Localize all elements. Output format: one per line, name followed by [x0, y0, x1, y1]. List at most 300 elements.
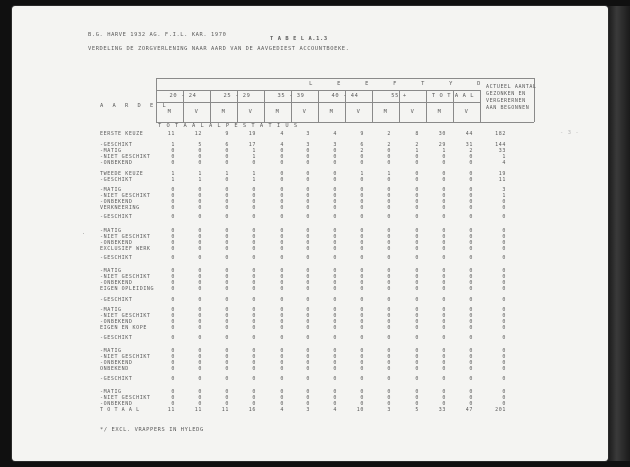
table-cell: 0 — [171, 193, 175, 199]
table-cell: 0 — [280, 246, 284, 252]
table-cell: 0 — [306, 313, 310, 319]
table-cell: 0 — [306, 335, 310, 341]
row-label: -NIET GESCHIKT — [100, 234, 151, 240]
table-cell: 0 — [198, 354, 202, 360]
table-cell: 0 — [387, 177, 391, 183]
table-cell: 1 — [502, 154, 506, 160]
table-cell: 0 — [387, 319, 391, 325]
table-cell: 0 — [387, 389, 391, 395]
table-cell: 0 — [225, 360, 229, 366]
table-cell: 0 — [306, 240, 310, 246]
table-cell: 0 — [333, 280, 337, 286]
table-cell: 44 — [465, 131, 473, 137]
table-cell: 0 — [502, 240, 506, 246]
table-cell: 0 — [252, 325, 256, 331]
margin-page-mark: - 3 - — [560, 130, 580, 136]
table-cell: 0 — [280, 395, 284, 401]
table-cell: 0 — [415, 228, 419, 234]
table-cell: 0 — [171, 234, 175, 240]
table-cell: 0 — [280, 319, 284, 325]
table-cell: 0 — [469, 187, 473, 193]
table-cell: 0 — [387, 154, 391, 160]
table-cell: 0 — [225, 286, 229, 292]
table-cell: 6 — [225, 142, 229, 148]
table-cell: 0 — [387, 354, 391, 360]
table-cell: 0 — [415, 177, 419, 183]
table-cell: 0 — [360, 193, 364, 199]
table-cell: 0 — [198, 228, 202, 234]
row-label: -ONBEKEND — [100, 160, 133, 166]
table-cell: 0 — [252, 228, 256, 234]
table-cell: 0 — [306, 228, 310, 234]
table-cell: 10 — [356, 407, 364, 413]
table-cell: 0 — [280, 376, 284, 382]
table-cell: 0 — [360, 205, 364, 211]
footnote: */ EXCL. VRAPPERS IN HYLEDG — [100, 427, 204, 433]
row-label: EERSTE KEUZE — [100, 131, 144, 137]
table-cell: 0 — [306, 395, 310, 401]
table-cell: 0 — [502, 214, 506, 220]
table-cell: 19 — [248, 131, 256, 137]
table-cell: 0 — [415, 255, 419, 261]
table-cell: 0 — [387, 148, 391, 154]
row-label: EXCLUSIEF WERK — [100, 246, 151, 252]
table-cell: 0 — [225, 325, 229, 331]
table-cell: 0 — [252, 307, 256, 313]
table-cell: 0 — [225, 255, 229, 261]
table-cell: 0 — [280, 313, 284, 319]
table-cell: 0 — [442, 335, 446, 341]
row-label: -NIET GESCHIKT — [100, 354, 151, 360]
table-cell: 0 — [198, 401, 202, 407]
table-cell: 0 — [252, 401, 256, 407]
table-cell: 0 — [333, 274, 337, 280]
table-cell: 0 — [198, 214, 202, 220]
table-cell: 0 — [306, 171, 310, 177]
table-cell: 0 — [333, 171, 337, 177]
table-cell: 16 — [248, 407, 256, 413]
table-cell: 0 — [415, 246, 419, 252]
sex-subheader: M — [221, 109, 226, 115]
table-cell: 0 — [442, 307, 446, 313]
table-cell: 30 — [438, 131, 446, 137]
table-cell: 0 — [306, 234, 310, 240]
table-cell: 0 — [252, 297, 256, 303]
table-cell: 1 — [252, 154, 256, 160]
table-cell: 0 — [225, 389, 229, 395]
table-cell: 0 — [333, 348, 337, 354]
table-cell: 0 — [469, 376, 473, 382]
table-cell: 0 — [171, 354, 175, 360]
table-cell: 0 — [387, 187, 391, 193]
table-cell: 0 — [198, 193, 202, 199]
table-cell: 0 — [280, 280, 284, 286]
table-cell: 0 — [442, 205, 446, 211]
table-cell: 0 — [280, 366, 284, 372]
table-cell: 0 — [252, 360, 256, 366]
age-group-header: 20 - 24 — [169, 93, 197, 99]
table-cell: 0 — [387, 401, 391, 407]
sex-subheader: M — [437, 109, 442, 115]
table-cell: 0 — [225, 148, 229, 154]
table-cell: 0 — [415, 187, 419, 193]
table-cell: 0 — [225, 214, 229, 220]
table-cell: 0 — [333, 199, 337, 205]
table-cell: 0 — [360, 240, 364, 246]
table-cell: 1 — [360, 171, 364, 177]
table-cell: 0 — [171, 214, 175, 220]
row-label: -NIET GESCHIKT — [100, 395, 151, 401]
table-cell: 19 — [498, 171, 506, 177]
table-cell: 11 — [498, 177, 506, 183]
table-cell: 3 — [502, 187, 506, 193]
table-cell: 0 — [469, 193, 473, 199]
table-cell: 47 — [465, 407, 473, 413]
table-cell: 0 — [171, 160, 175, 166]
top-letter: F — [393, 81, 397, 87]
table-cell: 0 — [387, 199, 391, 205]
table-cell: 0 — [333, 389, 337, 395]
table-cell: 0 — [333, 234, 337, 240]
table-cell: 1 — [502, 193, 506, 199]
table-cell: 0 — [252, 348, 256, 354]
sex-subheader: V — [464, 109, 469, 115]
row-label: ONBEKEND — [100, 366, 129, 372]
table-cell: 0 — [502, 199, 506, 205]
table-cell: 4 — [280, 131, 284, 137]
table-cell: 0 — [442, 395, 446, 401]
table-cell: 0 — [198, 255, 202, 261]
table-cell: 0 — [333, 297, 337, 303]
table-cell: 0 — [280, 401, 284, 407]
table-cell: 0 — [280, 307, 284, 313]
table-cell: 0 — [252, 246, 256, 252]
table-cell: 0 — [252, 319, 256, 325]
table-cell: 0 — [387, 297, 391, 303]
table-cell: 0 — [333, 205, 337, 211]
actual-count-header-line: VERGERERNEN — [486, 98, 526, 104]
table-cell: 0 — [306, 286, 310, 292]
table-cell: 0 — [306, 376, 310, 382]
table-cell: 0 — [469, 389, 473, 395]
table-cell: 0 — [171, 389, 175, 395]
table-cell: 0 — [306, 193, 310, 199]
table-cell: 0 — [469, 268, 473, 274]
table-cell: 0 — [225, 240, 229, 246]
table-cell: 0 — [171, 154, 175, 160]
table-cell: 4 — [280, 407, 284, 413]
table-cell: 2 — [387, 131, 391, 137]
table-cell: 0 — [442, 268, 446, 274]
table-cell: 0 — [502, 389, 506, 395]
table-cell: 0 — [469, 199, 473, 205]
table-cell: 0 — [387, 395, 391, 401]
table-cell: 1 — [442, 148, 446, 154]
table-cell: 1 — [198, 177, 202, 183]
row-label: -GESCHIKT — [100, 142, 133, 148]
table-cell: 0 — [387, 240, 391, 246]
table-cell: 0 — [387, 313, 391, 319]
table-cell: 0 — [387, 205, 391, 211]
table-cell: 0 — [198, 325, 202, 331]
table-cell: 0 — [171, 307, 175, 313]
top-letter: L — [309, 81, 313, 87]
table-cell: 0 — [502, 319, 506, 325]
table-cell: 0 — [469, 297, 473, 303]
table-cell: 0 — [502, 307, 506, 313]
section-label: T O T A A L A L P E S T A T I U S — [158, 123, 299, 129]
sex-subheader: V — [356, 109, 361, 115]
table-reference: T A B E L A.1.3 — [270, 36, 328, 42]
sex-subheader: M — [275, 109, 280, 115]
table-cell: 1 — [171, 177, 175, 183]
table-cell: 0 — [306, 205, 310, 211]
row-label: -MATIG — [100, 148, 122, 154]
row-label: EIGEN EN KOPE — [100, 325, 147, 331]
row-label: -GESCHIKT — [100, 177, 133, 183]
table-cell: 0 — [280, 286, 284, 292]
table-cell: 0 — [442, 246, 446, 252]
table-cell: 9 — [360, 131, 364, 137]
table-cell: 0 — [171, 348, 175, 354]
table-cell: 0 — [360, 280, 364, 286]
table-cell: 0 — [280, 255, 284, 261]
row-label: T O T A A L — [100, 407, 140, 413]
table-cell: 0 — [252, 187, 256, 193]
table-cell: 0 — [415, 307, 419, 313]
table-cell: 0 — [333, 376, 337, 382]
table-cell: 0 — [415, 395, 419, 401]
table-cell: 0 — [415, 389, 419, 395]
table-cell: 0 — [280, 205, 284, 211]
table-cell: 0 — [387, 228, 391, 234]
table-cell: 0 — [442, 360, 446, 366]
table-cell: 0 — [333, 319, 337, 325]
table-cell: 0 — [387, 360, 391, 366]
row-label: -ONBEKEND — [100, 360, 133, 366]
table-cell: 0 — [333, 148, 337, 154]
table-cell: 0 — [333, 193, 337, 199]
table-cell: 0 — [198, 274, 202, 280]
table-cell: 0 — [469, 171, 473, 177]
row-label: -GESCHIKT — [100, 335, 133, 341]
table-cell: 0 — [306, 280, 310, 286]
table-cell: 0 — [360, 395, 364, 401]
table-cell: 0 — [442, 255, 446, 261]
table-cell: 0 — [306, 268, 310, 274]
table-cell: 0 — [442, 286, 446, 292]
table-cell: 0 — [198, 348, 202, 354]
table-cell: 1 — [225, 171, 229, 177]
row-label: -ONBEKEND — [100, 240, 133, 246]
table-cell: 0 — [333, 246, 337, 252]
table-cell: 0 — [252, 240, 256, 246]
table-cell: 0 — [225, 246, 229, 252]
table-cell: 0 — [415, 268, 419, 274]
table-cell: 0 — [333, 354, 337, 360]
table-cell: 5 — [198, 142, 202, 148]
table-cell: 1 — [198, 171, 202, 177]
table-cell: 0 — [280, 234, 284, 240]
table-cell: 0 — [198, 360, 202, 366]
table-cell: 0 — [442, 199, 446, 205]
table-cell: 0 — [252, 335, 256, 341]
table-cell: 2 — [387, 142, 391, 148]
row-label: -NIET GESCHIKT — [100, 154, 151, 160]
table-cell: 1 — [387, 171, 391, 177]
table-cell: 0 — [198, 280, 202, 286]
grid-rule — [480, 90, 481, 122]
row-label: -GESCHIKT — [100, 255, 133, 261]
row-label: -GESCHIKT — [100, 214, 133, 220]
table-cell: 0 — [360, 376, 364, 382]
table-cell: 0 — [306, 307, 310, 313]
table-cell: 0 — [306, 199, 310, 205]
table-cell: 0 — [469, 280, 473, 286]
table-cell: 0 — [469, 240, 473, 246]
table-cell: 0 — [387, 280, 391, 286]
table-cell: 0 — [502, 395, 506, 401]
row-label: -MATIG — [100, 389, 122, 395]
table-cell: 0 — [360, 255, 364, 261]
row-label: -NIET GESCHIKT — [100, 193, 151, 199]
table-cell: 0 — [415, 348, 419, 354]
table-cell: 0 — [171, 246, 175, 252]
table-cell: 0 — [225, 280, 229, 286]
table-cell: 0 — [442, 401, 446, 407]
table-cell: 3 — [306, 142, 310, 148]
table-cell: 0 — [415, 154, 419, 160]
table-cell: 0 — [415, 274, 419, 280]
table-cell: 0 — [252, 205, 256, 211]
table-cell: 0 — [415, 401, 419, 407]
table-cell: 0 — [198, 395, 202, 401]
table-cell: 0 — [198, 160, 202, 166]
table-cell: 0 — [442, 177, 446, 183]
table-cell: 0 — [306, 366, 310, 372]
table-cell: 0 — [333, 366, 337, 372]
table-cell: 0 — [469, 401, 473, 407]
table-cell: 1 — [252, 177, 256, 183]
table-cell: 0 — [360, 297, 364, 303]
table-cell: 0 — [469, 348, 473, 354]
table-cell: 0 — [502, 360, 506, 366]
table-cell: 0 — [280, 268, 284, 274]
table-cell: 0 — [198, 205, 202, 211]
table-cell: 0 — [360, 401, 364, 407]
table-cell: 0 — [280, 348, 284, 354]
table-cell: 0 — [198, 376, 202, 382]
table-cell: 0 — [225, 366, 229, 372]
table-cell: 0 — [306, 246, 310, 252]
table-cell: 0 — [502, 354, 506, 360]
table-cell: 0 — [280, 297, 284, 303]
table-cell: 0 — [415, 193, 419, 199]
table-cell: 0 — [502, 268, 506, 274]
row-label: TWEEDE KEUZE — [100, 171, 144, 177]
table-cell: 182 — [495, 131, 506, 137]
table-cell: 0 — [333, 177, 337, 183]
table-cell: 0 — [252, 280, 256, 286]
table-cell: 0 — [252, 286, 256, 292]
table-cell: 0 — [415, 366, 419, 372]
top-letter: Y — [449, 81, 453, 87]
page-binding-shadow — [608, 6, 630, 461]
table-cell: 0 — [280, 325, 284, 331]
table-subtitle: VERDELING DE ZORGVERLENING NAAR AARD VAN DE AAVGEDIEST ACCOUNTBOEKE. — [88, 46, 350, 52]
table-cell: 0 — [280, 214, 284, 220]
table-cell: 0 — [171, 148, 175, 154]
table-cell: 3 — [306, 407, 310, 413]
actual-count-header — [486, 84, 537, 112]
table-cell: 0 — [171, 401, 175, 407]
table-cell: 1 — [415, 148, 419, 154]
table-cell: 0 — [360, 199, 364, 205]
table-cell: 11 — [167, 131, 175, 137]
table-cell: 11 — [167, 407, 175, 413]
table-cell: 0 — [469, 228, 473, 234]
table-cell: 0 — [306, 274, 310, 280]
table-cell: 0 — [502, 205, 506, 211]
table-cell: 0 — [306, 319, 310, 325]
table-cell: 0 — [469, 366, 473, 372]
table-cell: 0 — [280, 389, 284, 395]
table-cell: 0 — [171, 187, 175, 193]
table-cell: 0 — [415, 160, 419, 166]
table-cell: 0 — [333, 228, 337, 234]
table-cell: 0 — [280, 228, 284, 234]
sex-subheader: V — [302, 109, 307, 115]
table-cell: 0 — [225, 307, 229, 313]
row-label: -ONBEKEND — [100, 280, 133, 286]
table-cell: 144 — [495, 142, 506, 148]
table-cell: 0 — [415, 313, 419, 319]
table-header-grid — [156, 78, 534, 122]
table-cell: 0 — [415, 335, 419, 341]
table-cell: 0 — [171, 205, 175, 211]
table-cell: 0 — [442, 187, 446, 193]
table-cell: 0 — [306, 187, 310, 193]
table-cell: 0 — [442, 325, 446, 331]
table-cell: 0 — [280, 354, 284, 360]
table-cell: 0 — [171, 319, 175, 325]
table-cell: 0 — [360, 307, 364, 313]
age-group-header: 25 - 29 — [223, 93, 251, 99]
table-cell: 4 — [280, 142, 284, 148]
table-cell: 0 — [333, 335, 337, 341]
table-cell: 0 — [171, 274, 175, 280]
table-cell: 0 — [360, 286, 364, 292]
table-cell: 0 — [442, 274, 446, 280]
table-cell: 33 — [498, 148, 506, 154]
table-cell: 0 — [171, 376, 175, 382]
table-cell: 0 — [198, 335, 202, 341]
table-cell: 3 — [306, 131, 310, 137]
table-cell: 0 — [225, 154, 229, 160]
table-cell: 0 — [225, 234, 229, 240]
table-cell: 0 — [198, 389, 202, 395]
table-cell: 0 — [360, 274, 364, 280]
table-cell: 0 — [360, 325, 364, 331]
table-cell: 0 — [415, 199, 419, 205]
table-cell: 11 — [194, 407, 202, 413]
table-cell: 0 — [306, 148, 310, 154]
table-cell: 0 — [280, 240, 284, 246]
table-cell: 0 — [469, 255, 473, 261]
table-cell: 0 — [252, 255, 256, 261]
table-cell: 0 — [360, 234, 364, 240]
table-cell: 0 — [502, 280, 506, 286]
